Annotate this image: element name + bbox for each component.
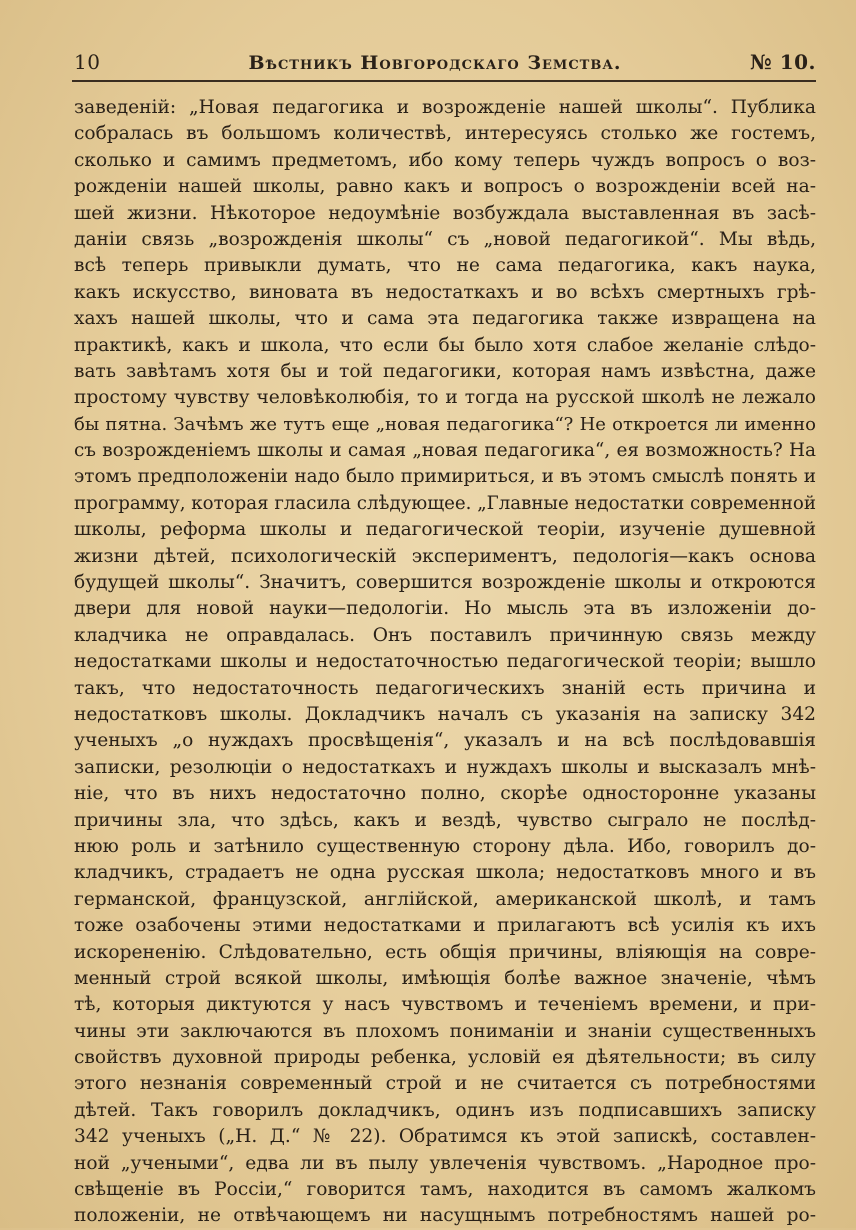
text-line: нюю роль и затѣнило существенную сторону дѣла. Ибо, говорилъ до- (74, 835, 816, 857)
text-line: кладчика не оправдалась. Онъ поставилъ причинную связь между (74, 624, 816, 646)
text-line: недостатками школы и недостаточностью педагогической теоріи; вышло (74, 651, 816, 673)
text-line: вать завѣтамъ хотя бы и той педагогики, которая намъ извѣстна, даже (74, 360, 816, 382)
text-line: ніе, что въ нихъ недостаточно полно, скорѣе односторонне указаны (74, 783, 816, 805)
text-line: ной „учеными“, едва ли въ пылу увлеченія чувствомъ. „Народное про- (74, 1152, 816, 1174)
page-number: 10 (74, 50, 101, 74)
text-line: шей жизни. Нѣкоторое недоумѣніе возбуждала выставленная въ засѣ- (74, 202, 816, 224)
text-line: программу, которая гласила слѣдующее. „Главные недостатки современной (74, 492, 816, 514)
text-line: рожденіи нашей школы, равно какъ и вопросъ о возрожденіи всей на- (74, 176, 816, 198)
text-line: простому чувству человѣколюбія, то и тогда на русской школѣ не лежало (74, 387, 816, 409)
text-line: двери для новой науки—педологіи. Но мысль эта въ изложеніи до- (74, 598, 816, 620)
text-line: положеніи, не отвѣчающемъ ни насущнымъ потребностямъ нашей ро- (74, 1205, 816, 1227)
text-line: сколько и самимъ предметомъ, ибо кому теперь чуждъ вопросъ о воз- (74, 149, 816, 171)
text-line: чины эти заключаются въ плохомъ пониманіи и знаніи существенныхъ (74, 1020, 816, 1042)
header-rule (72, 80, 816, 82)
text-line: дѣтей. Такъ говорилъ докладчикъ, одинъ изъ подписавшихъ записку (74, 1099, 816, 1121)
text-line: заведеній: „Новая педагогика и возрожденіе нашей школы“. Публика (74, 97, 816, 118)
text-line: хахъ нашей школы, что и сама эта педагогика также извращена на (74, 308, 816, 330)
text-line: съ возрожденіемъ школы и самая „новая педагогика“, ея возможность? На (74, 440, 816, 462)
text-line: свѣщеніе въ Россіи,“ говорится тамъ, находится въ самомъ жалкомъ (74, 1179, 816, 1201)
text-line: 342 ученыхъ („Н. Д.“ № 22). Обратимся къ этой запискѣ, составлен- (74, 1126, 816, 1148)
body-text (74, 95, 816, 1230)
text-line: собралась въ большомъ количествѣ, интересуясь столько же гостемъ, (74, 123, 816, 145)
text-line: свойствъ духовной природы ребенка, условій ея дѣятельности; въ силу (74, 1047, 816, 1069)
text-line: менный строй всякой школы, имѣющія болѣе важное значеніе, чѣмъ (74, 967, 816, 989)
text-line: тоже озабочены этими недостатками и прилагаютъ всѣ усилія къ ихъ (74, 915, 816, 937)
text-line: записки, резолюціи о недостаткахъ и нуждахъ школы и высказалъ мнѣ- (74, 756, 816, 778)
text-line: такъ, что недостаточность педагогическихъ знаній есть причина и (74, 677, 816, 699)
text-line: кладчикъ, страдаетъ не одна русская школа; недостатковъ много и въ (74, 862, 816, 884)
journal-title: Вѣстникъ Новгородскаго Земства. (248, 52, 622, 74)
text-line: школы, реформа школы и педагогической теоріи, изученіе душевной (74, 519, 816, 541)
issue-number: № 10. (750, 50, 816, 74)
text-line: практикѣ, какъ и школа, что если бы было хотя слабое желаніе слѣдо- (74, 334, 816, 356)
text-line: этомъ предположеніи надо было примириться, и въ этомъ смыслѣ понять и (74, 466, 816, 488)
text-line: жизни дѣтей, психологическій экспериментъ, педологія—какъ основа (74, 545, 816, 567)
text-line: даніи связь „возрожденія школы“ съ „новой педагогикой“. Мы вѣдь, (74, 228, 816, 250)
text-line: какъ искусство, виновата въ недостаткахъ и во всѣхъ смертныхъ грѣ- (74, 281, 816, 303)
text-line: недостатковъ школы. Докладчикъ началъ съ указанія на записку 342 (74, 703, 816, 725)
text-line: германской, французской, англійской, американской школѣ, и тамъ (74, 888, 816, 910)
text-line: будущей школы“. Значитъ, совершится возрожденіе школы и откроются (74, 572, 816, 594)
text-line: тѣ, которыя диктуются у насъ чувствомъ и теченіемъ времени, и при- (74, 994, 816, 1016)
text-line: причины зла, что здѣсь, какъ и вездѣ, чувство сыграло не послѣд- (74, 809, 816, 831)
running-header (74, 44, 816, 74)
text-line: этого незнанія современный строй и не считается съ потребностями (74, 1073, 816, 1095)
text-line: бы пятна. Зачѣмъ же тутъ еще „новая педагогика“? Не откроется ли именно (74, 413, 816, 435)
text-line: ученыхъ „о нуждахъ просвѣщенія“, указалъ и на всѣ послѣдовавшія (74, 730, 816, 752)
text-line: искорененію. Слѣдовательно, есть общія причины, вліяющія на совре- (74, 941, 816, 963)
text-line: всѣ теперь привыкли думать, что не сама педагогика, какъ наука, (74, 255, 816, 277)
